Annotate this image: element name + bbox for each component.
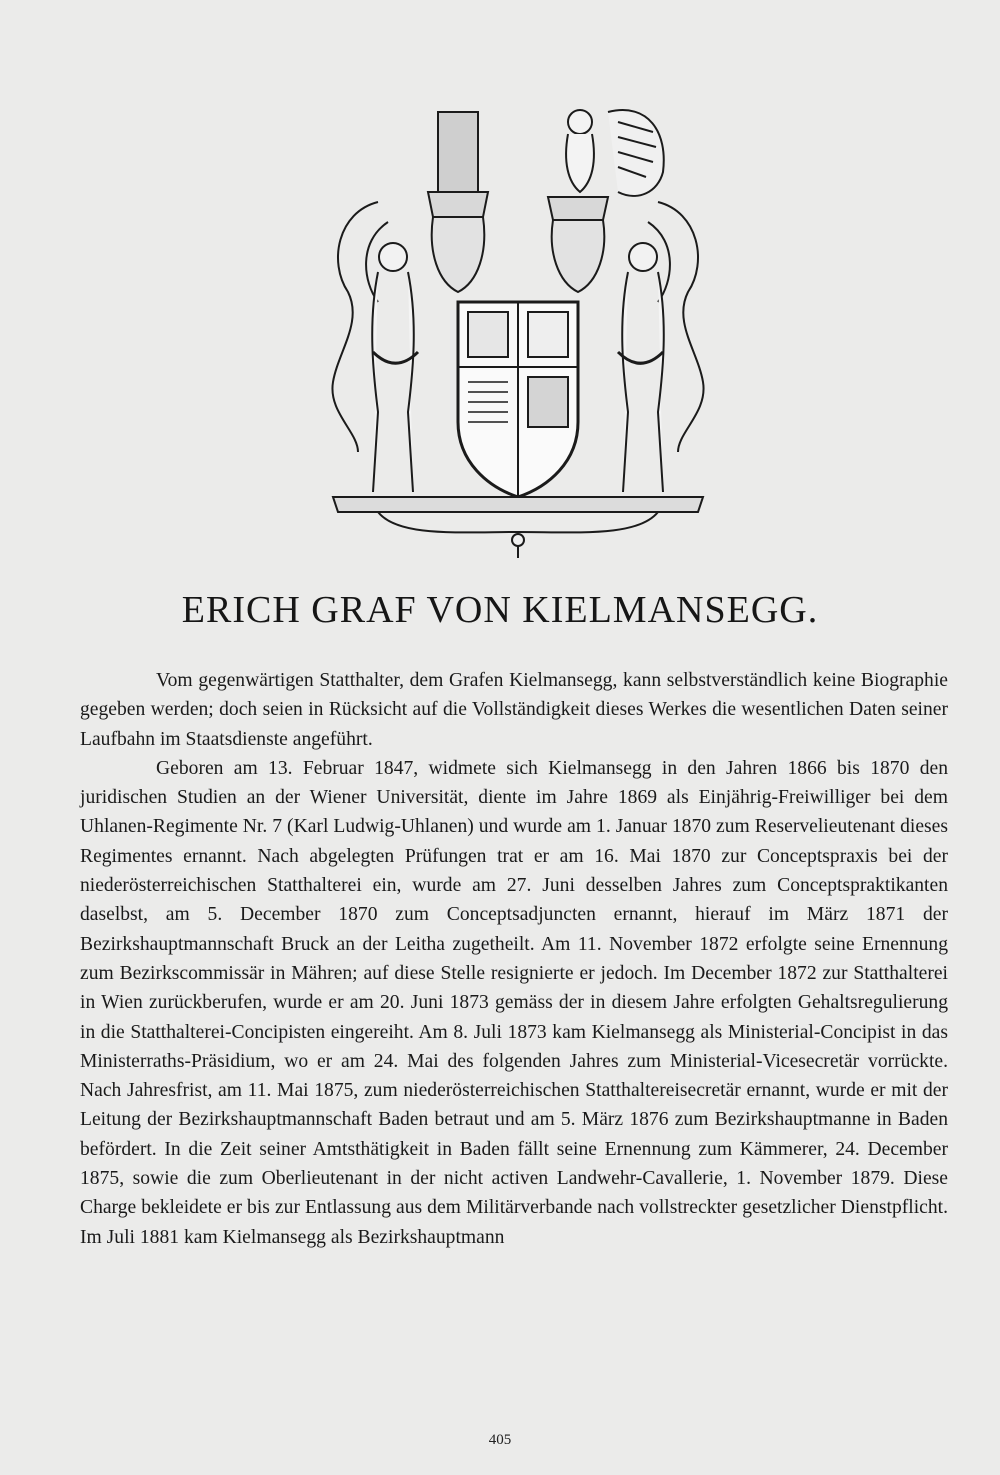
page-title: ERICH GRAF VON KIELMANSEGG. (181, 589, 819, 631)
paragraph: Vom gegenwärtigen Statthalter, dem Grafen Kielmansegg, kann selbstverständlich keine Biographie gegeben werden; doch seien in Rücksicht auf die Vollständigkeit dieses Werkes die wesentlichen Daten seiner Laufbahn im Staatsdienste angeführt. (80, 670, 948, 750)
body-text (80, 666, 948, 1252)
paragraph: Geboren am 13. Februar 1847, widmete sich Kielmansegg in den Jahren 1866 bis 1870 den juridischen Studien an der Wiener Universität, diente im Jahre 1869 als Einjährig-Freiwilliger bei dem Uhlanen-Regimente Nr. 7 (Karl Ludwig-Uhlanen) und wurde am 1. Januar 1870 zum Reservelieutenant dieses Regimentes ernannt. Nach abgelegten Prüfungen trat er am 16. Mai 1870 zur Conceptspraxis bei der niederösterreichischen Statthalterei ein, wurde am 27. Juni desselben Jahres zum Conceptspraktikanten daselbst, am 5. December 1870 zum Conceptsadjuncten ernannt, hierauf im März 1871 der Bezirkshauptmannschaft Bruck an der Leitha zugetheilt. Am 11. November 1872 erfolgte seine Ernennung zum Bezirkscommissär in Mähren; auf diese Stelle resignierte er jedoch. Im December 1872 zur Statthalterei in Wien zurückberufen, wurde er am 20. Juni 1873 gemäss der in diesem Jahre erfolgten Gehaltsregulierung in die Statthalterei-Concipisten eingereiht. Am 8. Juli 1873 kam Kielmansegg als Ministerial-Concipist in das Ministerraths-Präsidium, wo er am 24. Mai des folgenden Jahres zum Ministerial-Vicesecretär vorrückte. Nach Jahresfrist, am 11. Mai 1875, zum niederösterreichischen Statthaltereisecretär ernannt, wurde er mit der Leitung der Bezirkshauptmannschaft Baden betraut und am 5. März 1876 zum Bezirkshauptmanne in Baden befördert. In die Zeit seiner Amtsthätigkeit in Baden fällt seine Ernennung zum Kämmerer, 24. December 1875, sowie die zum Oberlieutenant in der nicht activen Landwehr-Cavallerie, 1. November 1879. Diese Charge bekleidete er bis zur Entlassung aus dem Militärverbande nach vollstreckter gesetzlicher Dienstpflicht. Im Juli 1881 kam Kielmansegg als Bezirkshauptmann (80, 757, 948, 1248)
coat-of-arms-icon (318, 92, 718, 562)
page-number: 405 (488, 1432, 512, 1448)
